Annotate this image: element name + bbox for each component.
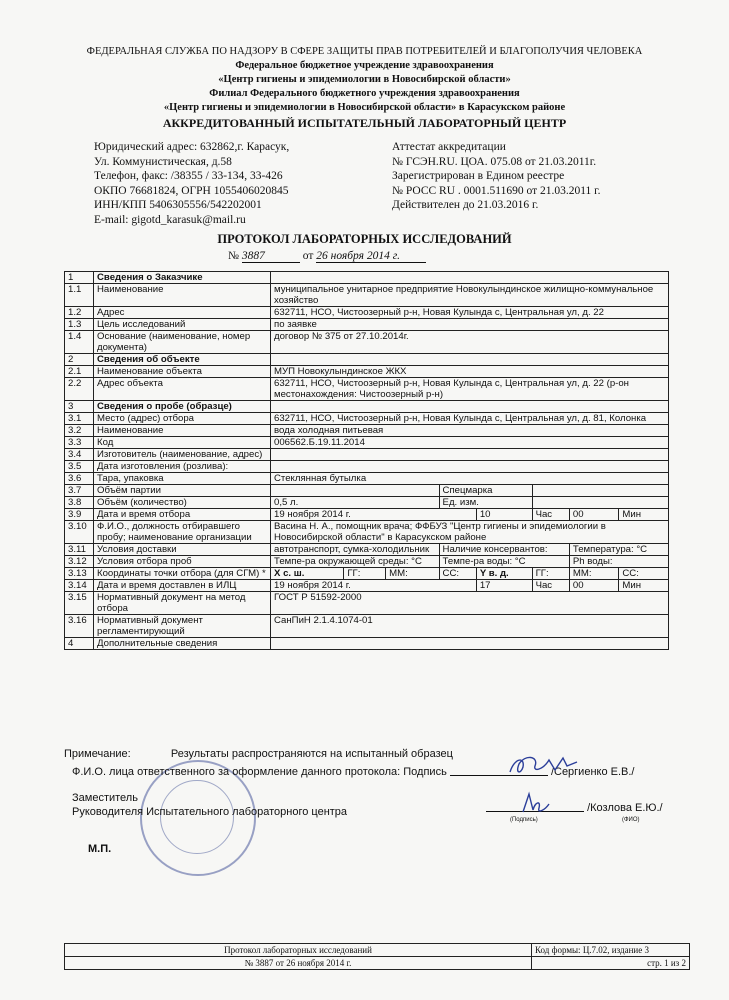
- okpo-ogrn: ОКПО 76681824, ОГРН 1055406020845: [94, 184, 289, 197]
- registry-label: Зарегистрирован в Едином реестре: [392, 170, 565, 183]
- footer-protocol-number: № 3887 от 26 ноября 2014 г.: [65, 957, 532, 970]
- agency-name: ФЕДЕРАЛЬНАЯ СЛУЖБА ПО НАДЗОРУ В СФЕРЕ ЗАЩИТЫ ПРАВ ПОТРЕБИТЕЛЕЙ И БЛАГОПОЛУЧИЯ ЧЕЛОВЕКА: [86, 46, 643, 57]
- table-row: 1.4 Основание (наименование, номер документа) договор № 375 от 27.10.2014г.: [65, 331, 669, 354]
- protocol-date: 26 ноября 2014 г.: [316, 250, 400, 262]
- table-row: 1.1 Наименование муниципальное унитарное предприятие Новокулындинское жилищно-коммунальное хозяйство: [65, 284, 669, 307]
- deputy-line-2: [72, 806, 347, 818]
- table-row: 3.8 Объём (количество) 0,5 л. Ед. изм.: [65, 497, 669, 509]
- table-row: 3.12 Условия отбора проб Темпе-ра окружающей среды: °С Темпе-ра воды: °С Ph воды:: [65, 556, 669, 568]
- fio-caption: (ФИО): [622, 817, 640, 823]
- protocol-number: 3887: [241, 250, 265, 262]
- table-row: 3.11 Условия доставки автотранспорт, сумка-холодильник Наличие консервантов: Температура: °С: [65, 544, 669, 556]
- institution-line-2: «Центр гигиены и эпидемиологии в Новосибирской области»: [218, 74, 511, 85]
- table-row: 2 Сведения об объекте: [65, 354, 669, 366]
- protocol-number-line: № 3887 от 26 ноября 2014 г.: [228, 250, 426, 263]
- table-row: 1 Сведения о Заказчике: [65, 272, 669, 284]
- accreditation-number: № ГСЭН.RU. ЦОА. 075.08 от 21.03.2011г.: [392, 155, 597, 168]
- deputy-signature-line: [486, 802, 663, 814]
- deputy-line-1: Заместитель: [72, 792, 138, 804]
- deputy-title: Руководителя Испытательного лабораторного центра: [72, 806, 348, 818]
- table-row: 2.1 Наименование объекта МУП Новокулындинское ЖКХ: [65, 366, 669, 378]
- protocol-title: ПРОТОКОЛ ЛАБОРАТОРНЫХ ИССЛЕДОВАНИЙ: [217, 232, 512, 246]
- branch-line-2: «Центр гигиены и эпидемиологии в Новосибирской области» в Карасукском районе: [163, 102, 566, 113]
- table-row: 3.10 Ф.И.О., должность отбиравшего пробу; наименование организации Васина Н. А., помощник врача; ФФБУЗ "Центр гигиены и эпидемиологии в Новосибирской области" в Карасукском районе: [65, 521, 669, 544]
- valid-until: Действителен до 21.03.2016 г.: [392, 199, 539, 212]
- accreditation-info: [392, 140, 600, 213]
- accreditation-label: Аттестат аккредитации: [392, 141, 506, 153]
- table-row: 3.9 Дата и время отбора 19 ноября 2014 г. 10 Час 00 Мин: [65, 509, 669, 521]
- signature-caption: (Подпись): [510, 817, 538, 823]
- table-row: 3.7 Объём партии Спецмарка: [65, 485, 669, 497]
- organization-contacts: [94, 140, 289, 228]
- table-row: 3 Сведения о пробе (образце): [65, 401, 669, 413]
- table-row: 1.2 Адрес 632711, НСО, Чистоозерный р-н, Новая Кулында с, Центральная ул, д. 22: [65, 307, 669, 319]
- table-row: 3.3 Код 006562.Б.19.11.2014: [65, 437, 669, 449]
- footer-page: стр. 1 из 2: [532, 957, 690, 970]
- responsible-label: Ф.И.О. лица ответственного за оформление данного протокола: Подпись: [72, 766, 447, 778]
- deputy-name: /Козлова Е.Ю./: [587, 802, 663, 814]
- signature-sergienko: [505, 752, 585, 782]
- email: E-mail: gigotd_karasuk@mail.ru: [94, 213, 246, 226]
- table-row: 3.5 Дата изготовления (розлива):: [65, 461, 669, 473]
- footer-row: [65, 957, 690, 970]
- table-row: 3.13 Координаты точки отбора (для СГМ) * X с. ш. ГГ: ММ: СС: Y в. д. ГГ: ММ: СС:: [65, 568, 669, 580]
- footer-form-code: Код формы: Ц.7.02, издание 3: [532, 944, 690, 957]
- registry-number: № РОСС RU . 0001.511690 от 21.03.2011 г.: [392, 184, 601, 197]
- table-row: 3.16 Нормативный документ регламентирующий СанПиН 2.1.4.1074-01: [65, 615, 669, 638]
- note-text: Результаты распространяются на испытанный образец: [170, 748, 453, 760]
- sample-info-table: [64, 271, 669, 650]
- note-line: [64, 748, 453, 760]
- table-row: 3.1 Место (адрес) отбора 632711, НСО, Чистоозерный р-н, Новая Кулында с, Центральная ул, д. 81, Колонка: [65, 413, 669, 425]
- table-row: 3.14 Дата и время доставлен в ИЛЦ 19 ноября 2014 г. 17 Час 00 Мин: [65, 580, 669, 592]
- signature-kozlova: [515, 790, 555, 816]
- responsible-name: /Сергиенко Е.В./: [550, 766, 635, 778]
- footer-table: [64, 943, 690, 970]
- lab-center-title: АККРЕДИТОВАННЫЙ ИСПЫТАТЕЛЬНЫЙ ЛАБОРАТОРНЫЙ ЦЕНТР: [162, 116, 567, 130]
- inn-kpp: ИНН/КПП 5406305556/542202001: [94, 199, 262, 212]
- note-label: Примечание:: [64, 748, 131, 760]
- footer-doc-name: Протокол лабораторных исследований: [65, 944, 532, 957]
- stamp-place-label: М.П.: [88, 843, 112, 855]
- table-row: 3.4 Изготовитель (наименование, адрес): [65, 449, 669, 461]
- table-row: 3.6 Тара, упаковка Стеклянная бутылка: [65, 473, 669, 485]
- phone-fax: Телефон, факс: /38355 / 33-134, 33-426: [94, 170, 283, 183]
- branch-line-1: Филиал Федерального бюджетного учреждения здравоохранения: [209, 88, 520, 99]
- table-row: 4 Дополнительные сведения: [65, 638, 669, 650]
- street-address: Ул. Коммунистическая, д.58: [94, 155, 232, 168]
- institution-line-1: Федеральное бюджетное учреждение здравоохранения: [235, 60, 494, 71]
- table-row: 3.15 Нормативный документ на метод отбора ГОСТ Р 51592-2000: [65, 592, 669, 615]
- table-row: 1.3 Цель исследований по заявке: [65, 319, 669, 331]
- footer-row: [65, 944, 690, 957]
- legal-address: Юридический адрес: 632862,г. Карасук,: [94, 141, 290, 153]
- table-row: 3.2 Наименование вода холодная питьевая: [65, 425, 669, 437]
- table-row: 2.2 Адрес объекта 632711, НСО, Чистоозерный р-н, Новая Кулында с, Центральная ул, д. 22 (р-он местонахождения: Чистоозерный р-н): [65, 378, 669, 401]
